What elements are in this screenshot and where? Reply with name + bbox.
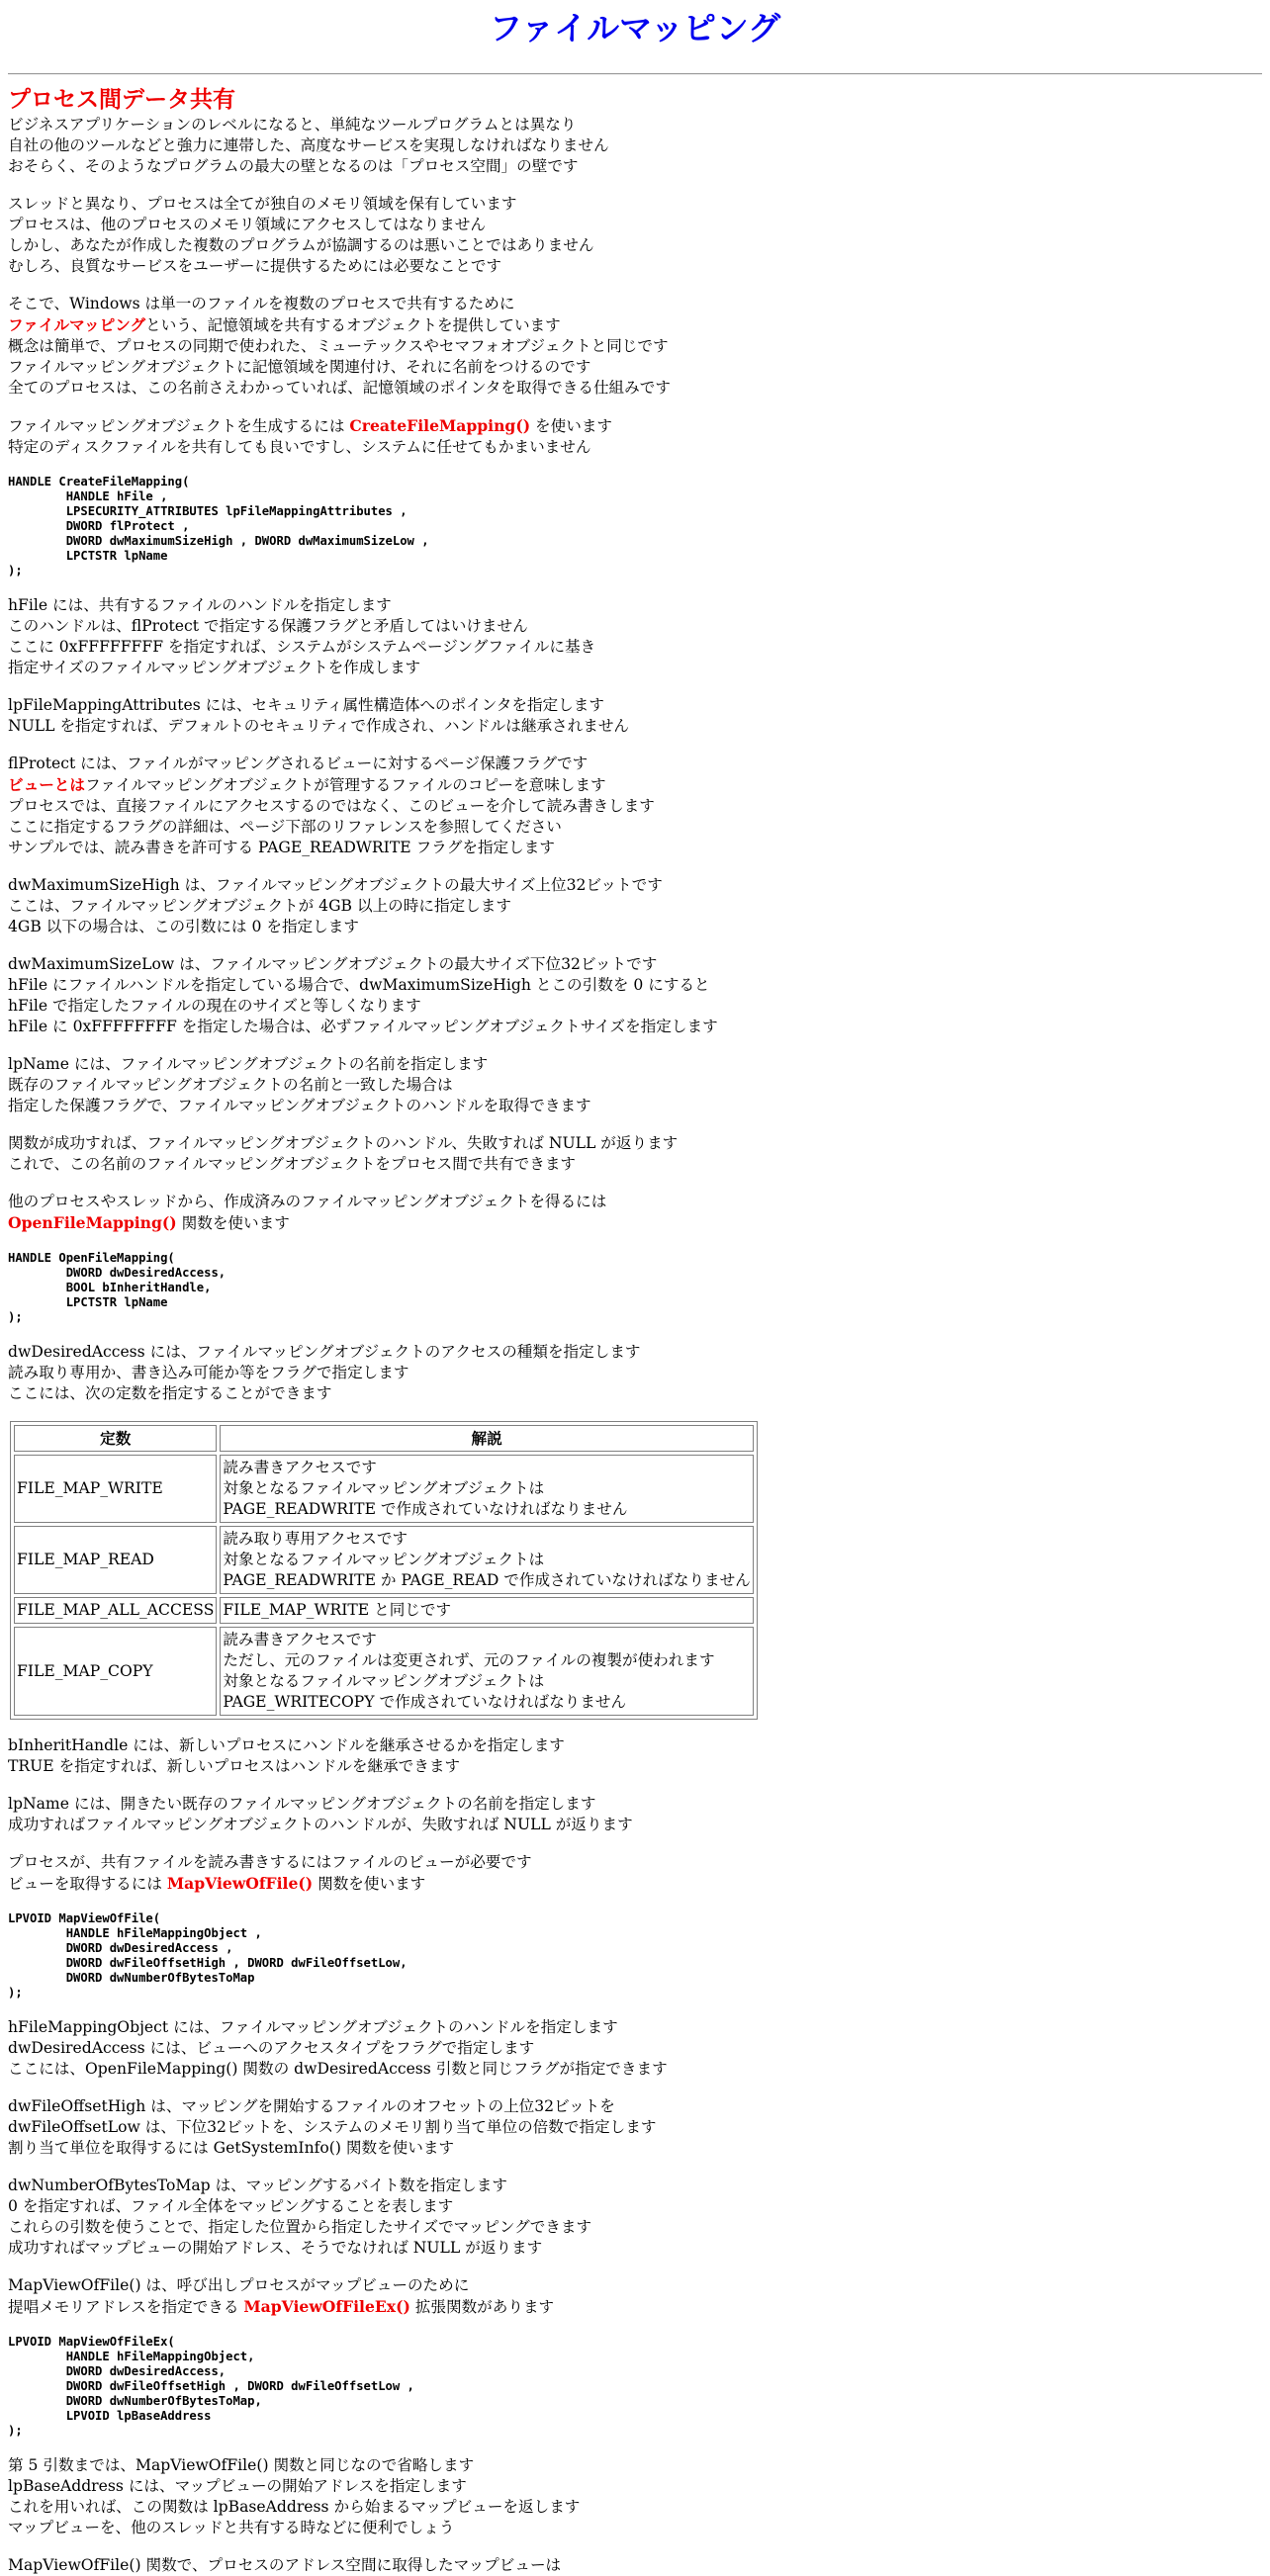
paragraph-line: そこで、Windows は単一のファイルを複数のプロセスで共有するために	[8, 295, 515, 312]
flprotect-paragraph	[8, 754, 1262, 858]
description-cell: 読み書きアクセスです ただし、元のファイルは変更されず、元のファイルの複製が使われます 対象となるファイルマッピングオブジェクトは PAGE_WRITECOPY で作成されていなければなりません	[220, 1627, 753, 1716]
paragraph-line: MapViewOfFile() は、呼び出しプロセスがマップビューのために	[8, 2276, 470, 2294]
column-header-constant: 定数	[14, 1425, 217, 1452]
map-view-ex-paragraph	[8, 2275, 1262, 2318]
map-view-of-file-ex-function: MapViewOfFileEx()	[243, 2297, 410, 2316]
paragraph-text: を使います	[530, 417, 613, 435]
table-row	[14, 1627, 754, 1716]
constant-cell: FILE_MAP_ALL_ACCESS	[14, 1597, 217, 1624]
unmap-paragraph: MapViewOfFile() 関数で、プロセスのアドレス空間に取得したマップビューは	[8, 2556, 562, 2574]
paragraph-text: ファイルマッピングオブジェクトを生成するには	[8, 417, 350, 435]
create-file-mapping-paragraph	[8, 415, 1262, 458]
paragraph-text: 提唱メモリアドレスを指定できる	[8, 2298, 244, 2316]
page-content	[0, 6, 1270, 2576]
create-file-mapping-function: CreateFileMapping()	[349, 416, 531, 435]
map-view-paragraph	[8, 1852, 1262, 1895]
paragraph-text: 関数を使います	[176, 1214, 290, 1232]
code-map-view-of-file-ex: LPVOID MapViewOfFileEx( HANDLE hFileMappingObject, DWORD dwDesiredAccess, DWORD dwFileOffsetHigh , DWORD dwFileOffsetLow , DWORD dwNumberOfBytesToMap, LPVOID lpBaseAddress );	[8, 2335, 414, 2438]
paragraph-text: 関数を使います	[313, 1875, 426, 1893]
paragraph-line: flProtect には、ファイルがマッピングされるビューに対するページ保護フラグです	[8, 755, 589, 772]
description-cell: 読み取り専用アクセスです 対象となるファイルマッピングオブジェクトは PAGE_READWRITE か PAGE_READ で作成されていなければなりません	[220, 1526, 753, 1594]
desired-access-paragraph: dwDesiredAccess には、ファイルマッピングオブジェクトのアクセスの種類を指定します 読み取り専用か、書き込み可能か等をフラグで指定します ここには、次の定数を指定することができます	[8, 1343, 641, 1402]
hfile-paragraph: hFile には、共有するファイルのハンドルを指定します このハンドルは、flProtect で指定する保護フラグと矛盾してはいけません ここに 0xFFFFFFFF を指定すれば、システムがシステムページングファイルに基き 指定サイズのファイルマッピングオブジェクトを作成します	[8, 596, 596, 676]
attributes-paragraph: lpFileMappingAttributes には、セキュリティ属性構造体へのポインタを指定します NULL を指定すれば、デフォルトのセキュリティで作成され、ハンドルは継承されません	[8, 696, 630, 735]
size-low-paragraph: dwMaximumSizeLow は、ファイルマッピングオブジェクトの最大サイズ下位32ビットです hFile にファイルハンドルを指定している場合で、dwMaximumSizeHigh とこの引数を 0 にすると hFile で指定したファイルの現在のサイズと等しくなります hFile に 0xFFFFFFFF を指定した場合は、必ずファイルマッピングオブジェクトサイズを指定します	[8, 955, 718, 1035]
open-file-mapping-function: OpenFileMapping()	[8, 1213, 177, 1232]
paragraph-lines: プロセスでは、直接ファイルにアクセスするのではなく、このビューを介して読み書きします ここに指定するフラグの詳細は、ページ下部のリファレンスを参照してください サンプルでは、読み書きを許可する PAGE_READWRITE フラグを指定します	[8, 797, 655, 856]
return-value-paragraph: 関数が成功すれば、ファイルマッピングオブジェクトのハンドル、失敗すれば NULL が返ります これで、この名前のファイルマッピングオブジェクトをプロセス間で共有できます	[8, 1134, 679, 1173]
constant-cell: FILE_MAP_READ	[14, 1526, 217, 1594]
code-open-file-mapping: HANDLE OpenFileMapping( DWORD dwDesiredAccess, BOOL bInheritHandle, LPCTSTR lpName );	[8, 1251, 227, 1324]
map-view-of-file-function: MapViewOfFile()	[166, 1874, 314, 1893]
process-memory-paragraph: スレッドと異なり、プロセスは全てが独自のメモリ領域を保有しています プロセスは、他のプロセスのメモリ領域にアクセスしてはなりません しかし、あなたが作成した複数のプログラムが協調するのは悪いことではありません むしろ、良質なサービスをユーザーに提供するためには必要なことです	[8, 195, 594, 275]
base-address-paragraph: 第 5 引数までは、MapViewOfFile() 関数と同じなので省略します lpBaseAddress には、マップビューの開始アドレスを指定します これを用いれば、この関数は lpBaseAddress から始まるマップビューを返します マップビューを、他のスレッドと共有する時などに便利でしょう	[8, 2456, 581, 2536]
lpname-paragraph: lpName には、ファイルマッピングオブジェクトの名前を指定します 既存のファイルマッピングオブジェクトの名前と一致した場合は 指定した保護フラグで、ファイルマッピングオブジェクトのハンドルを取得できます	[8, 1055, 591, 1114]
open-file-mapping-paragraph	[8, 1192, 1262, 1234]
section-heading: プロセス間データ共有	[8, 87, 235, 113]
intro-paragraph: ビジネスアプリケーションのレベルになると、単純なツールプログラムとは異なり 自社の他のツールなどと強力に連帯した、高度なサービスを実現しなければなりません おそらく、そのようなプログラムの最大の壁となるのは「プロセス空間」の壁です	[8, 116, 609, 175]
paragraph-line: 他のプロセスやスレッドから、作成済みのファイルマッピングオブジェクトを得るには	[8, 1193, 607, 1210]
table-header-row	[14, 1425, 754, 1452]
table-row	[14, 1455, 754, 1523]
page-title: ファイルマッピング	[489, 9, 781, 47]
open-lpname-paragraph: lpName には、開きたい既存のファイルマッピングオブジェクトの名前を指定します 成功すればファイルマッピングオブジェクトのハンドルが、失敗すれば NULL が返ります	[8, 1795, 633, 1833]
table-row	[14, 1526, 754, 1594]
code-map-view-of-file: LPVOID MapViewOfFile( HANDLE hFileMappingObject , DWORD dwDesiredAccess , DWORD dwFileOffsetHigh , DWORD dwFileOffsetLow, DWORD dwNumberOfBytesToMap );	[8, 1911, 408, 1999]
constant-cell: FILE_MAP_WRITE	[14, 1455, 217, 1523]
paragraph-text: ビューを取得するには	[8, 1875, 167, 1893]
access-constants-table	[10, 1421, 758, 1720]
divider	[8, 73, 1262, 75]
table-row	[14, 1597, 754, 1624]
bytes-to-map-paragraph: dwNumberOfBytesToMap は、マッピングするバイト数を指定します 0 を指定すれば、ファイル全体をマッピングすることを表します これらの引数を使うことで、指定した位置から指定したサイズでマッピングできます 成功すればマップビューの開始アドレス、そうでなければ NULL が返ります	[8, 2176, 592, 2257]
offset-paragraph: dwFileOffsetHigh は、マッピングを開始するファイルのオフセットの上位32ビットを dwFileOffsetLow は、下位32ビットを、システムのメモリ割り当て単位の倍数で指定します 割り当て単位を取得するには GetSystemInfo() 関数を使います	[8, 2097, 657, 2157]
paragraph-line: 特定のディスクファイルを共有しても良いですし、システムに任せてもかまいません	[8, 438, 591, 456]
paragraph-text: 拡張関数があります	[409, 2298, 555, 2316]
constant-cell: FILE_MAP_COPY	[14, 1627, 217, 1716]
file-mapping-intro-paragraph	[8, 294, 1262, 399]
paragraph-line: という、記憶領域を共有するオブジェクトを提供しています	[145, 316, 561, 334]
description-cell: FILE_MAP_WRITE と同じです	[220, 1597, 753, 1624]
paragraph-lines: 概念は簡単で、プロセスの同期で使われた、ミューテックスやセマフォオブジェクトと同じです ファイルマッピングオブジェクトに記憶領域を関連付け、それに名前をつけるのです 全てのプロセスは、この名前さえわかっていれば、記憶領域のポインタを取得できる仕組みです	[8, 337, 671, 397]
size-high-paragraph: dwMaximumSizeHigh は、ファイルマッピングオブジェクトの最大サイズ上位32ビットです ここは、ファイルマッピングオブジェクトが 4GB 以上の時に指定します 4GB 以下の場合は、この引数には 0 を指定します	[8, 876, 663, 935]
paragraph-line: プロセスが、共有ファイルを読み書きするにはファイルのビューが必要です	[8, 1853, 532, 1871]
column-header-description: 解説	[220, 1425, 753, 1452]
paragraph-line: ファイルマッピングオブジェクトが管理するファイルのコピーを意味します	[84, 776, 606, 794]
file-mapping-term: ファイルマッピング	[8, 315, 146, 334]
code-create-file-mapping: HANDLE CreateFileMapping( HANDLE hFile , LPSECURITY_ATTRIBUTES lpFileMappingAttributes , DWORD flProtect , DWORD dwMaximumSizeHigh , DWORD dwMaximumSizeLow , LPCTSTR lpName );	[8, 475, 429, 577]
view-term: ビューとは	[8, 775, 85, 794]
inherit-handle-paragraph: bInheritHandle には、新しいプロセスにハンドルを継承させるかを指定します TRUE を指定すれば、新しいプロセスはハンドルを継承できます	[8, 1736, 565, 1775]
mapping-object-paragraph: hFileMappingObject には、ファイルマッピングオブジェクトのハンドルを指定します dwDesiredAccess には、ビューへのアクセスタイプをフラグで指定します ここには、OpenFileMapping() 関数の dwDesiredAccess 引数と同じフラグが指定できます	[8, 2018, 668, 2078]
description-cell: 読み書きアクセスです 対象となるファイルマッピングオブジェクトは PAGE_READWRITE で作成されていなければなりません	[220, 1455, 753, 1523]
